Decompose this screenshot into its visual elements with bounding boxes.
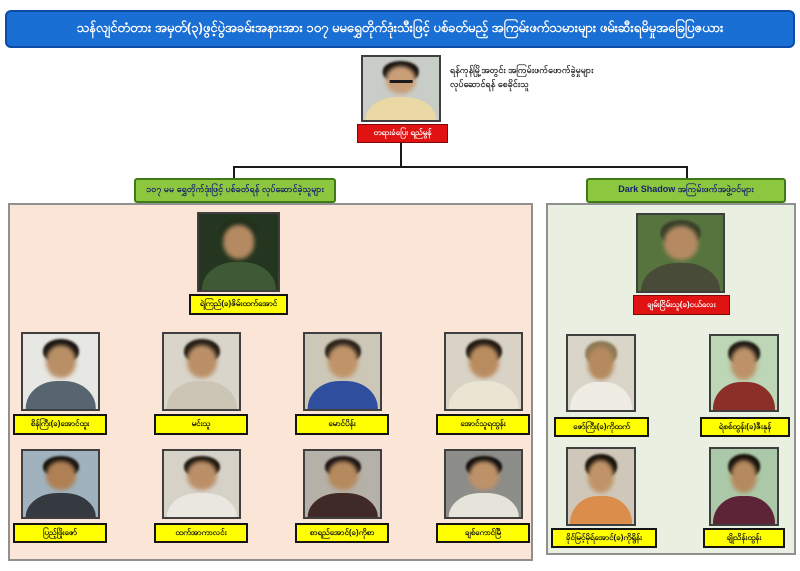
person-torso xyxy=(25,381,96,411)
person-blurred-face xyxy=(328,345,358,378)
member-name-label: စာရည်အောင်(ခ)ကိုစာ xyxy=(295,523,389,543)
member-photo xyxy=(709,447,779,526)
member-name-label: အောင်သူရထွန်း xyxy=(436,414,530,435)
person-torso xyxy=(307,381,378,411)
member-photo xyxy=(566,447,636,526)
member-photo xyxy=(709,334,779,412)
person-blurred-face xyxy=(469,461,499,490)
headline-banner: သန်လျင်တံတား အမှတ်(၃)ဖွင့်ပွဲအခမ်းအနားအား ၁၀၇ မမရွှေတိုက်ဒုံးသီးဖြင့် ပစ်ခတ်မည့် အကြမ်းဖက်သမားများ ဖမ်းဆီးရမိမှုအခြေပြဇယား xyxy=(5,10,795,48)
person-torso xyxy=(307,493,378,519)
root-annotation xyxy=(450,63,660,92)
member-name-label: ထက်အာကာလင်း xyxy=(154,523,248,543)
person-blurred-face xyxy=(328,461,358,490)
person-blurred-face xyxy=(46,461,76,490)
connector-horizontal xyxy=(233,166,688,168)
person-blurred-face xyxy=(469,345,499,378)
member-photo xyxy=(444,332,523,411)
member-photo xyxy=(162,449,241,519)
member-name-label: ခိုင်မြင့်မိုရ်အောင်(ခ)ကိုရွိန်း xyxy=(551,528,657,548)
member-name-label: ချစ်ကောင်မြီ xyxy=(436,523,530,543)
member-photo xyxy=(162,332,241,411)
person-blurred-face xyxy=(187,345,217,378)
right-branch-header: Dark Shadow အကြမ်းဖက်အဖွဲ့ဝင်များ xyxy=(586,178,786,203)
person-blurred-face xyxy=(664,226,698,259)
person-torso xyxy=(365,97,436,122)
member-name-label: စိန်ကြီး(ခ)အောင်ထူး xyxy=(13,414,107,435)
right-leader-photo xyxy=(636,213,725,293)
root-suspect-photo xyxy=(361,55,441,122)
root-annotation-line1: ရန်ကုန်မြို့အတွင်း အကြမ်းဖက်ဖောက်ခွဲမှုများ xyxy=(450,65,594,75)
person-torso xyxy=(570,496,632,526)
member-photo xyxy=(21,449,100,519)
person-blurred-face xyxy=(731,347,757,380)
person-blurred-face xyxy=(46,345,76,378)
member-photo xyxy=(444,449,523,519)
person-blurred-face xyxy=(588,460,614,493)
member-photo xyxy=(21,332,100,411)
person-torso xyxy=(25,493,96,519)
person-torso xyxy=(570,382,632,412)
person-torso xyxy=(448,493,519,519)
connector-root-vertical xyxy=(400,143,402,168)
root-annotation-line2: လုပ်ဆောင်ရန် စေခိုင်းသူ xyxy=(450,79,529,90)
root-name-label: တရားခံပြေး ရည်မွန် xyxy=(357,124,448,143)
person-blurred-face xyxy=(187,461,217,490)
left-leader-name-label: ရဲကြည်(ခ)ဇိမ်းထက်အောင် xyxy=(189,294,288,315)
member-name-label: ရဲစစ်ထွန်း(ခ)ဇီးနုန် xyxy=(700,417,790,437)
right-leader-name-label: ချမ်းငြိမ်းသူ(ခ)ငယ်လေး xyxy=(633,295,730,315)
member-photo xyxy=(566,334,636,412)
person-torso xyxy=(166,381,237,411)
person-torso xyxy=(448,381,519,411)
person-torso xyxy=(641,263,721,293)
member-name-label: ဇော်ကြီး(ခ)ကိုထက် xyxy=(554,417,649,437)
member-name-label: မောင်ပိန်း xyxy=(295,414,389,435)
member-photo xyxy=(303,449,382,519)
member-photo xyxy=(303,332,382,411)
member-name-label: ချိုသိန်းထွန်း xyxy=(703,528,785,548)
left-branch-header: ၁၀၇ မမ ရွှေတိုက်ဒုံးဖြင့် ပစ်ခတ်ရန် လုပ်ဆောင်ခဲ့သူများ xyxy=(134,178,336,203)
person-torso xyxy=(713,382,775,412)
person-blurred-face xyxy=(223,225,255,258)
member-name-label: ပြည့်ဖြိုးဇော် xyxy=(13,523,107,543)
left-leader-photo xyxy=(197,212,280,292)
person-blurred-face xyxy=(588,347,614,380)
glasses-icon xyxy=(390,80,413,83)
person-blurred-face xyxy=(731,460,757,493)
person-torso xyxy=(166,493,237,519)
member-name-label: မင်းသူ xyxy=(154,414,248,435)
person-torso xyxy=(201,262,275,292)
person-torso xyxy=(713,496,775,526)
